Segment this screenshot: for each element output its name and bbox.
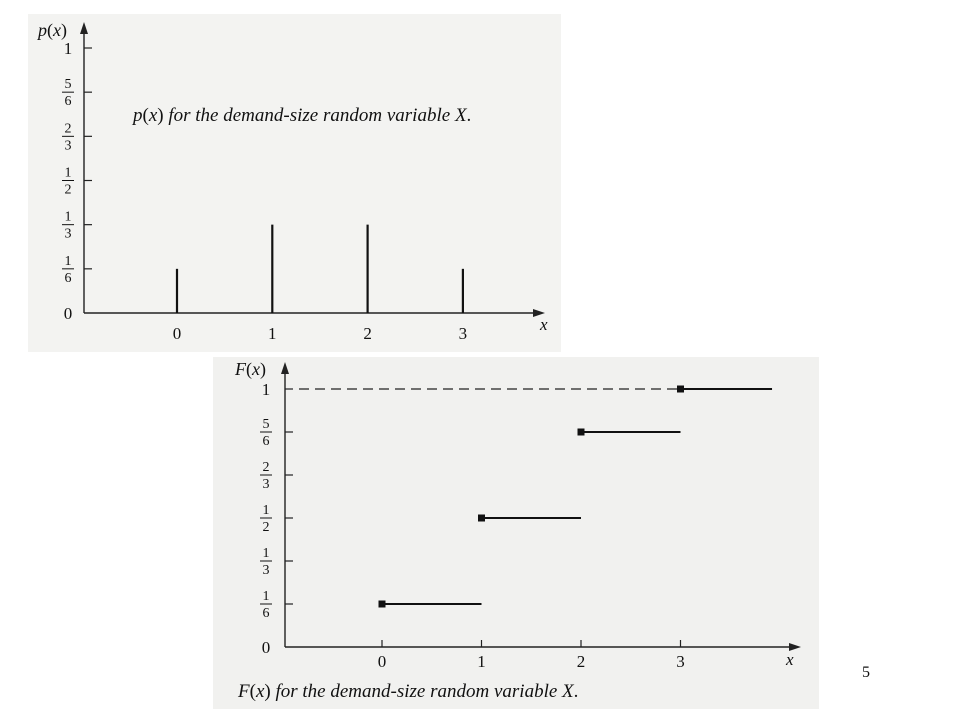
cdf-y-arrow <box>281 362 289 374</box>
cdf-step-point-0 <box>379 601 386 608</box>
cdf-x-axis-label: x <box>786 650 794 669</box>
cdf-y-tick-den-2: 3 <box>262 563 270 578</box>
cdf-y-tick-num-1: 1 <box>262 589 270 604</box>
cdf-y-tick-num-4: 2 <box>262 460 270 475</box>
cdf-x-tick-label-0: 0 <box>377 652 387 671</box>
cdf-axes <box>281 362 801 651</box>
pmf-y-tick-den-5: 6 <box>64 94 72 110</box>
cdf-step-point-1 <box>478 515 485 522</box>
cdf-y-tick-label-0: 0 <box>261 638 271 657</box>
pmf-y-tick-label-6: 1 <box>63 39 73 58</box>
pmf-x-tick-label-0: 0 <box>172 324 182 343</box>
cdf-x-tick-label-1: 1 <box>477 652 486 671</box>
slide-number: 5 <box>862 664 870 681</box>
cdf-y-tick-den-4: 3 <box>262 477 270 492</box>
cdf-step-point-3 <box>677 386 684 393</box>
pmf-y-tick-label-0: 0 <box>63 304 73 323</box>
cdf-y-tick-num-2: 1 <box>262 546 270 561</box>
pmf-y-axis-label: p(x) <box>38 20 67 40</box>
cdf-y-tick-num-3: 1 <box>262 503 270 518</box>
cdf-x-tick-label-3: 3 <box>676 652 685 671</box>
pmf-y-tick-num-5: 5 <box>64 77 72 93</box>
cdf-y-tick-den-5: 6 <box>262 434 270 449</box>
cdf-y-tick-den-1: 6 <box>262 606 270 621</box>
cdf-steps <box>299 386 772 608</box>
cdf-x-tick-label-2: 2 <box>576 652 586 671</box>
pmf-x-tick-label-3: 3 <box>458 324 468 343</box>
cdf-y-tick-den-3: 2 <box>262 520 270 535</box>
pmf-x-tick-label-1: 1 <box>268 324 277 343</box>
pmf-y-tick-num-3: 1 <box>64 165 72 181</box>
pmf-x-tick-label-2: 2 <box>363 324 372 343</box>
pmf-y-tick-num-2: 1 <box>64 209 72 225</box>
cdf-y-tick-num-5: 5 <box>262 417 270 432</box>
pmf-y-tick-den-4: 3 <box>64 138 72 154</box>
cdf-title: F(x) for the demand-size random variable X. <box>238 681 579 702</box>
cdf-y-axis-label: F(x) <box>235 359 266 379</box>
pmf-y-tick-den-3: 2 <box>64 182 72 198</box>
cdf-step-point-2 <box>578 429 585 436</box>
pmf-y-tick-num-4: 2 <box>64 121 72 137</box>
pmf-y-tick-den-2: 3 <box>64 226 72 242</box>
cdf-y-tick-label-6: 1 <box>261 380 271 399</box>
pmf-y-tick-den-1: 6 <box>64 270 72 286</box>
pmf-y-tick-num-1: 1 <box>64 253 72 269</box>
pmf-x-axis-label: x <box>540 315 548 334</box>
cdf-labels <box>234 359 794 702</box>
pmf-title: p(x) for the demand-size random variable X. <box>133 105 472 126</box>
